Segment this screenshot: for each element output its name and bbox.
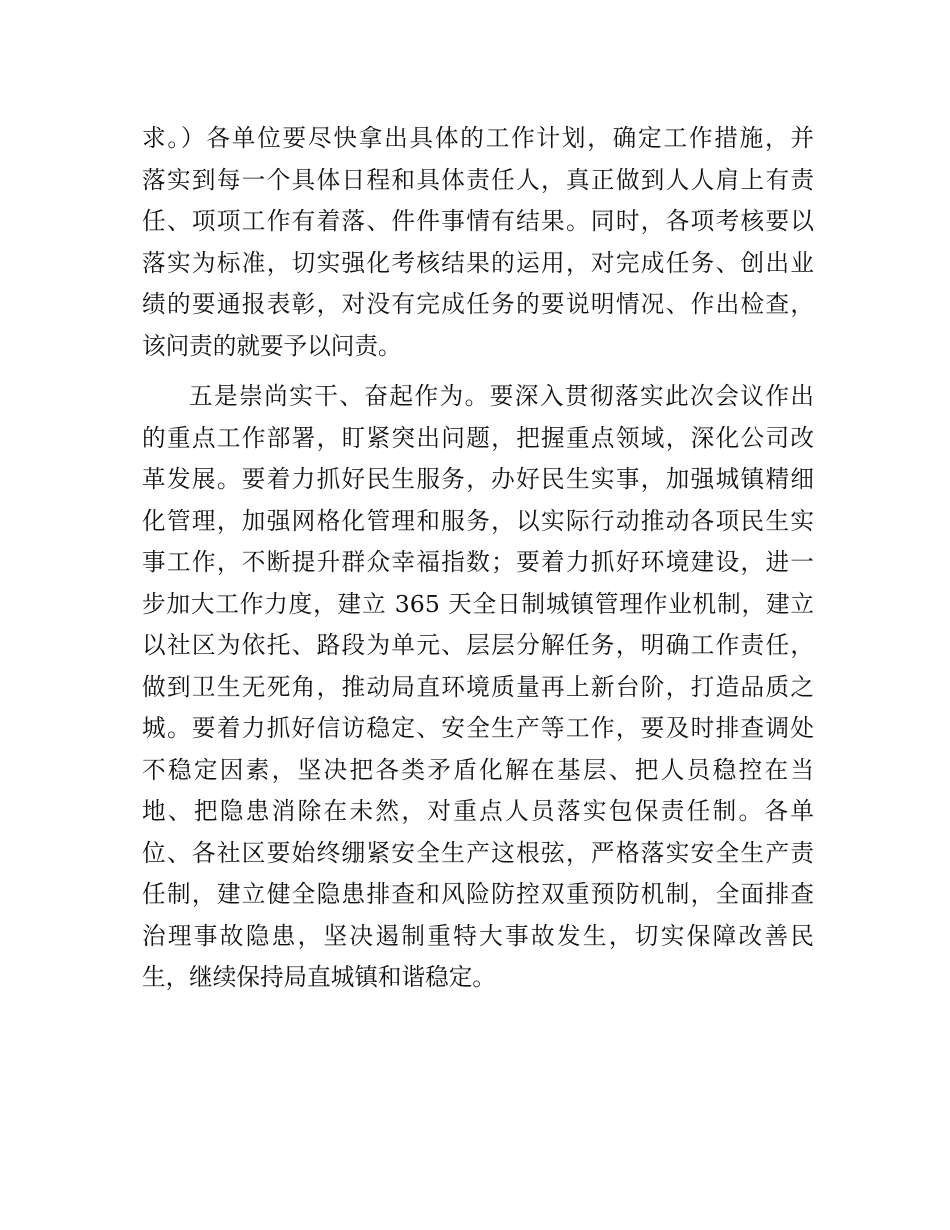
paragraph-line: 落实到每一个具体日程和具体责任人，真正做到人人肩上有责 <box>142 165 814 194</box>
paragraph-line: 化管理，加强网格化管理和服务，以实际行动推动各项民生实 <box>142 506 814 535</box>
paragraph-2 <box>142 376 814 999</box>
paragraph-line: 的重点工作部署，盯紧突出问题，把握重点领域，深化公司改 <box>142 423 814 452</box>
paragraph-line: 五是崇尚实干、奋起作为。要深入贯彻落实此次会议作出 <box>189 382 814 410</box>
paragraph-line: 不稳定因素，坚决把各类矛盾化解在基层、把人员稳控在当 <box>142 755 814 784</box>
paragraph-line: 落实为标准，切实强化考核结果的运用，对完成任务、创出业 <box>142 248 814 277</box>
paragraph-line: 步加大工作力度，建立 365 天全日制城镇管理作业机制，建立 <box>142 589 814 618</box>
paragraph-line: 以社区为依托、路段为单元、层层分解任务，明确工作责任， <box>142 631 814 659</box>
paragraph-line: 该问责的就要予以问责。 <box>142 331 402 360</box>
paragraph-line: 任、项项工作有着落、件件事情有结果。同时，各项考核要以 <box>142 207 814 235</box>
paragraph-line: 任制，建立健全隐患排查和风险防控双重预防机制，全面排查 <box>142 880 814 908</box>
paragraph-line: 治理事故隐患，坚决遏制重特大事故发生，切实保障改善民 <box>142 921 814 950</box>
paragraph-line: 城。要着力抓好信访稳定、安全生产等工作，要及时排查调处 <box>142 714 814 742</box>
paragraph-1 <box>142 118 814 367</box>
paragraph-line: 地、把隐患消除在未然，对重点人员落实包保责任制。各单 <box>142 797 814 825</box>
paragraph-line: 绩的要通报表彰，对没有完成任务的要说明情况、作出检查， <box>142 290 814 318</box>
paragraph-line: 事工作，不断提升群众幸福指数；要着力抓好环境建设，进一 <box>142 548 814 576</box>
paragraph-line: 做到卫生无死角，推动局直环境质量再上新台阶，打造品质之 <box>142 672 814 701</box>
paragraph-line: 位、各社区要始终绷紧安全生产这根弦，严格落实安全生产责 <box>142 838 814 867</box>
paragraph-line: 革发展。要着力抓好民生服务，办好民生实事，加强城镇精细 <box>142 465 814 493</box>
paragraph-line: 求。）各单位要尽快拿出具体的工作计划，确定工作措施，并 <box>142 124 814 152</box>
paragraph-line: 生，继续保持局直城镇和谐稳定。 <box>142 963 496 991</box>
